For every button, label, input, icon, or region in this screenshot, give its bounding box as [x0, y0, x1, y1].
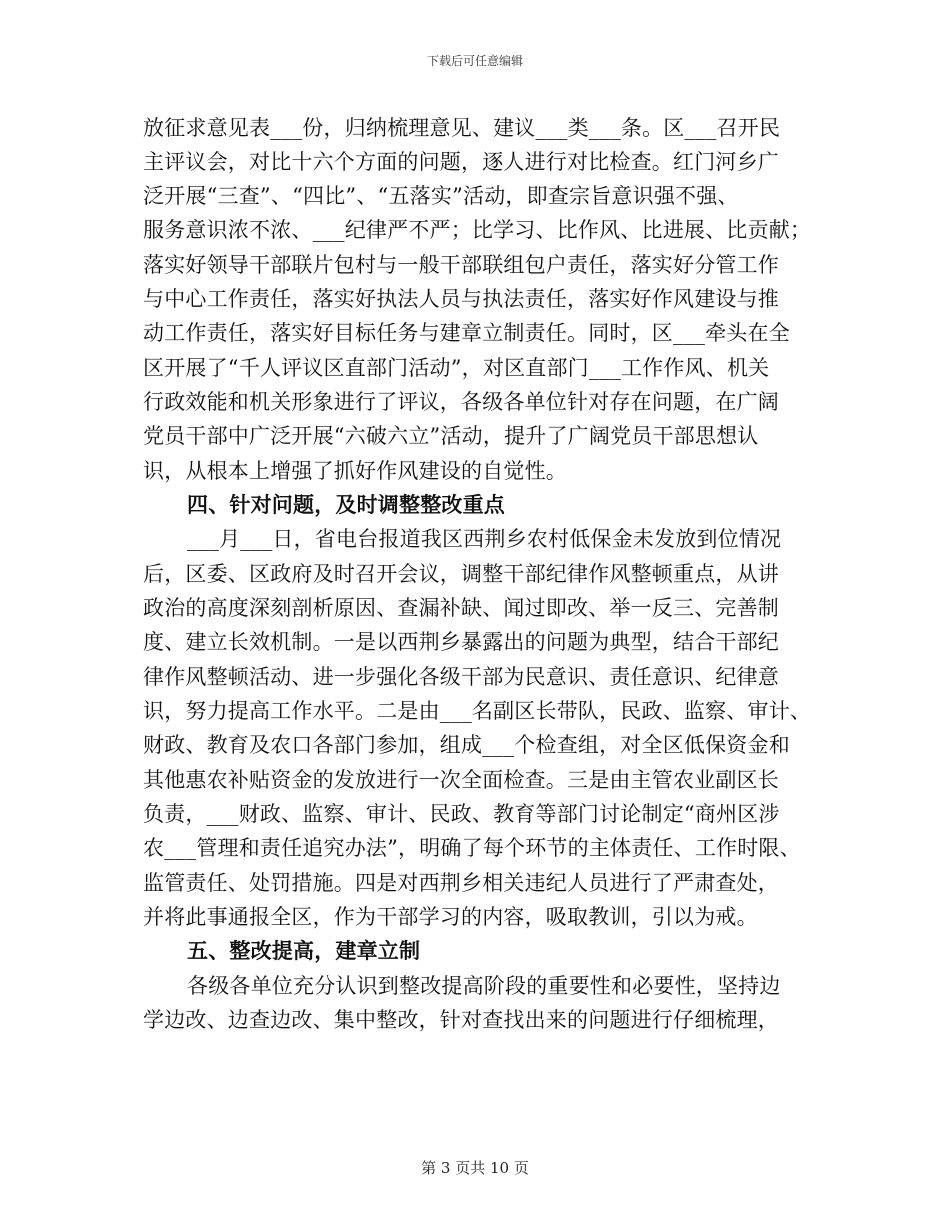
body-line: 其他惠农补贴资金的发放进行一次全面检查。三是由主管农业副区长	[143, 768, 779, 792]
body-line: 党员干部中广泛开展“六破六立”活动，提升了广阔党员干部思想认	[143, 424, 759, 448]
body-line: 服务意识浓不浓、___纪律严不严；比学习、比作风、比进展、比贡献；	[143, 218, 812, 242]
body-line: 主评议会，对比十六个方面的问题，逐人进行对比检查。红门河乡广	[143, 150, 779, 174]
body-line: 区开展了“千人评议区直部门活动”，对区直部门___工作作风、机关	[143, 356, 770, 380]
page-footer: 第 3 页共 10 页	[421, 1159, 529, 1177]
paragraph-first-line: 各级各单位充分认识到整改提高阶段的重要性和必要性，坚持边	[187, 974, 781, 998]
body-line: 后，区委、区政府及时召开会议，调整干部纪律作风整顿重点，从讲	[143, 562, 779, 586]
body-line: 监管责任、处罚措施。四是对西荆乡相关违纪人员进行了严肃查处，	[143, 871, 779, 895]
body-line: 识，从根本上增强了抓好作风建设的自觉性。	[143, 459, 567, 483]
body-line: 与中心工作责任，落实好执法人员与执法责任，落实好作风建设与推	[143, 287, 779, 311]
body-line: 财政、教育及农口各部门参加，组成___个检查组，对全区低保资金和	[143, 733, 790, 757]
section-heading-5: 五、整改提高，建章立制	[187, 938, 421, 963]
section-heading-4: 四、针对问题，及时调整整改重点	[187, 492, 505, 517]
paragraph-first-line: ___月___日，省电台报道我区西荆乡农村低保金未发放到位情况	[187, 527, 782, 551]
body-line: 识，努力提高工作水平。二是由___名副区长带队，民政、监察、审计、	[143, 699, 812, 723]
body-line: 度、建立长效机制。一是以西荆乡暴露出的问题为典型，结合干部纪	[143, 630, 779, 654]
body-line: 农___管理和责任追究办法”，明确了每个环节的主体责任、工作时限、	[143, 836, 801, 860]
body-line: 律作风整顿活动、进一步强化各级干部为民意识、责任意识、纪律意	[143, 665, 779, 689]
body-line: 放征求意见表___份，归纳梳理意见、建议___类___条。区___召开民	[143, 116, 781, 140]
body-line: 落实好领导干部联片包村与一般干部联组包户责任，落实好分管工作	[143, 253, 779, 277]
body-line: 行政效能和机关形象进行了评议，各级各单位针对存在问题，在广阔	[143, 390, 779, 414]
body-line: 动工作责任，落实好目标任务与建章立制责任。同时，区___牵头在全	[143, 321, 790, 345]
body-line: 并将此事通报全区，作为干部学习的内容，吸取教训，引以为戒。	[143, 905, 758, 929]
body-line: 泛开展“三查”、“四比”、“五落实”活动，即查宗旨意识强不强、	[143, 184, 739, 208]
body-line: 学边改、边查边改、集中整改，针对查找出来的问题进行仔细梳理，	[143, 1008, 779, 1032]
body-line: 政治的高度深刻剖析原因、查漏补缺、闻过即改、举一反三、完善制	[143, 596, 779, 620]
page-header: 下载后可任意编辑	[426, 54, 523, 68]
body-line: 负责，___财政、监察、审计、民政、教育等部门讨论制定“商州区涉	[143, 802, 780, 826]
